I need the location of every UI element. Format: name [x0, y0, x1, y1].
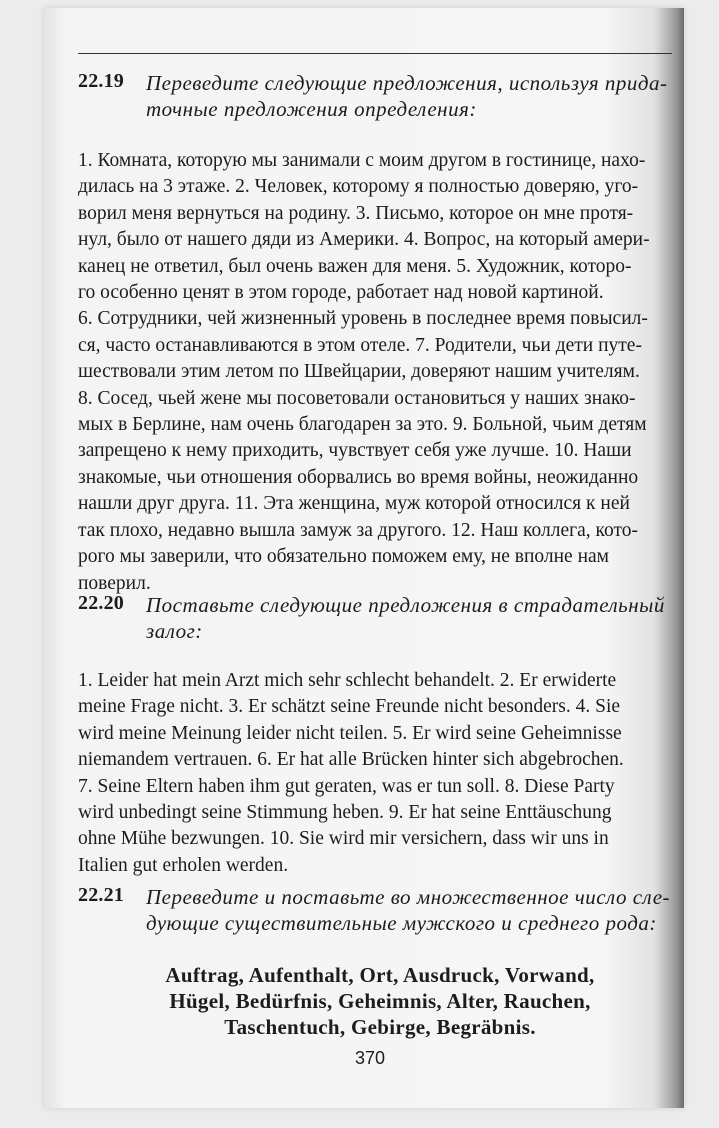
task-number: 22.20 [78, 592, 124, 614]
task-number: 22.19 [78, 70, 124, 92]
task-instruction: Переведите и поставьте во множественное число сле- дующие существительные мужского и среднего рода: [146, 885, 671, 935]
task-22-20-sentences: 1. Leider hat mein Arzt mich sehr schlecht behandelt. 2. Er erwiderte meine Frage nicht. 3. Er schätzt seine Freunde nicht besonders. 4. Sie wird meine Meinung leider nicht teilen. 5. Er wird seine Geheimnisse niemandem vertrauen. 6. Er hat alle Brücken hinter sich abgebrochen. 7. Seine Eltern haben ihm gut geraten, was er tun soll. 8. Diese Party wird unbedingt seine Stimmung heben. 9. Er hat seine Enttäuschung ohne Mühe bezwungen. 10. Sie wird mir versichern, dass wir uns in Italien gut erholen werden. [78, 670, 624, 876]
task-instruction: Поставьте следующие предложения в страдательный залог: [146, 593, 665, 643]
task-instruction: Переведите следующие предложения, используя прида- точные предложения определения: [146, 71, 668, 121]
task-22-21-word-list: Auftrag, Aufenthalt, Ort, Ausdruck, Vorwand, Hügel, Bedürfnis, Geheimnis, Alter, Rauchen, Taschentuch, Gebirge, Begräbnis. [165, 963, 595, 1039]
task-22-19-sentences: 1. Комната, которую мы занимали с моим другом в гостинице, нахо- дилась на 3 этаже. 2. Человек, которому я полностью доверяю, уго- ворил меня вернуться на родину. 3. Письмо, которое он мне протя- нул, было от нашего дяди из Америки. 4. Вопрос, на который амери- канец не ответил, был очень важен для меня. 5. Художник, которо- го особенно ценят в этом городе, работает над новой картиной. 6. Сотрудники, чей жизненный уровень в последнее время повысил- ся, часто останавливаются в этом отеле. 7. Родители, чьи дети путе- шествовали этим летом по Швейцарии, доверяют нашим учителям. 8. Сосед, чьей жене мы посоветовали остановиться у наших знако- мых в Берлине, нам очень благодарен за это. 9. Больной, чьим детям запрещено к нему приходить, чувствует себя уже лучше. 10. Наши знакомые, чьи отношения оборвались во время войны, неожиданно нашли друг друга. 11. Эта женщина, муж которой относился к ней так плохо, недавно вышла замуж за другого. 12. Наш коллега, кото- рого мы заверили, что обязательно поможем ему, не вполне нам поверил. [78, 150, 650, 594]
page-number: 370 [354, 1048, 386, 1068]
task-number: 22.21 [78, 884, 124, 906]
top-rule [78, 53, 672, 54]
